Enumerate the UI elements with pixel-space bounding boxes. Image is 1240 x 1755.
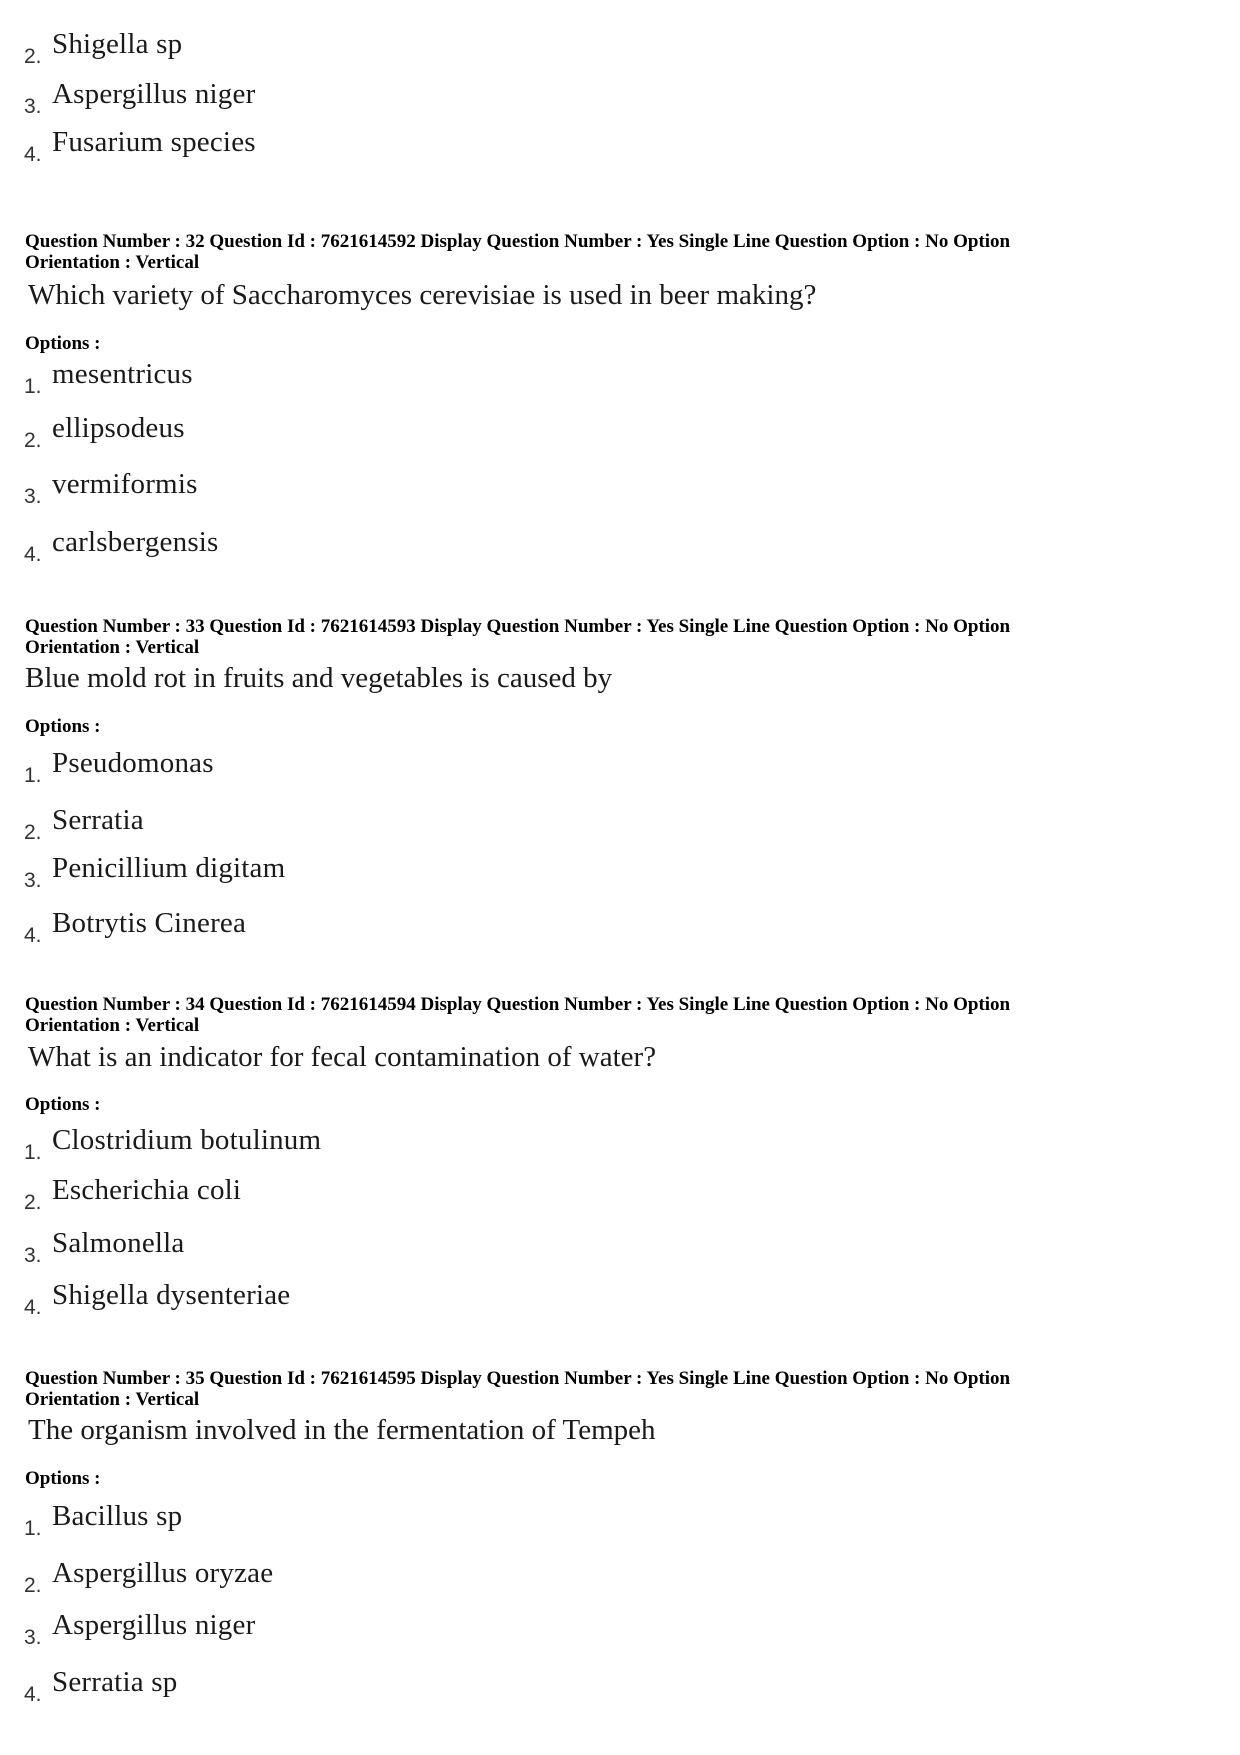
option-item <box>24 1124 321 1165</box>
option-number: 3. <box>24 869 42 892</box>
option-text: Shigella sp <box>52 28 183 60</box>
option-number: 3. <box>24 1626 42 1649</box>
question-meta <box>25 1368 1165 1410</box>
question-meta-line: Question Number : 32 Question Id : 7621614592 Display Question Number : Yes Single Line Question Option : No Option <box>25 231 1011 252</box>
question-text: Which variety of Saccharomyces cerevisiae is used in beer making? <box>28 279 817 311</box>
option-item <box>24 358 193 399</box>
option-number: 3. <box>24 1244 42 1267</box>
option-item <box>24 1557 273 1598</box>
option-text: Fusarium species <box>52 126 256 158</box>
option-number: 1. <box>24 1141 42 1164</box>
option-number: 4. <box>24 143 42 166</box>
question-meta-line: Orientation : Vertical <box>25 252 200 273</box>
option-number: 2. <box>24 45 42 68</box>
question-meta-line: Question Number : 34 Question Id : 7621614594 Display Question Number : Yes Single Line Question Option : No Option <box>25 994 1011 1015</box>
options-label: Options : <box>25 716 101 737</box>
option-item <box>24 412 185 453</box>
option-item <box>24 28 182 69</box>
option-text: Shigella dysenteriae <box>52 1279 291 1311</box>
option-number: 2. <box>24 429 42 452</box>
option-item <box>24 1227 184 1268</box>
option-text: Aspergillus niger <box>52 78 256 110</box>
question-meta <box>25 231 1165 273</box>
option-item <box>24 526 219 567</box>
option-item <box>24 1666 177 1707</box>
question-text: What is an indicator for fecal contamination of water? <box>28 1041 657 1073</box>
question-text: The organism involved in the fermentation of Tempeh <box>28 1414 656 1446</box>
option-number: 1. <box>24 1517 42 1540</box>
question-meta-line: Orientation : Vertical <box>25 1389 200 1410</box>
option-text: Botrytis Cinerea <box>52 907 247 939</box>
option-text: mesentricus <box>52 358 193 390</box>
options-label: Options : <box>25 333 101 354</box>
options-label: Options : <box>25 1094 101 1115</box>
option-number: 4. <box>24 543 42 566</box>
question-meta <box>25 994 1165 1036</box>
option-text: vermiformis <box>52 468 198 500</box>
option-text: Escherichia coli <box>52 1174 242 1206</box>
option-text: ellipsodeus <box>52 412 185 444</box>
question-meta-line: Orientation : Vertical <box>25 1015 200 1036</box>
option-item <box>24 78 255 119</box>
option-number: 2. <box>24 821 42 844</box>
option-item <box>24 852 285 893</box>
option-text: Clostridium botulinum <box>52 1124 322 1156</box>
option-text: Penicillium digitam <box>52 852 286 884</box>
option-text: Salmonella <box>52 1227 185 1259</box>
question-meta <box>25 616 1165 658</box>
option-number: 3. <box>24 95 42 118</box>
option-number: 4. <box>24 1296 42 1319</box>
option-item <box>24 804 144 845</box>
option-text: Bacillus sp <box>52 1500 183 1532</box>
option-number: 2. <box>24 1574 42 1597</box>
question-meta-line: Question Number : 33 Question Id : 7621614593 Display Question Number : Yes Single Line Question Option : No Option <box>25 616 1011 637</box>
option-number: 2. <box>24 1191 42 1214</box>
option-text: Pseudomonas <box>52 747 214 779</box>
option-item <box>24 1279 290 1320</box>
option-item <box>24 468 198 509</box>
option-text: Serratia <box>52 804 144 836</box>
option-item <box>24 747 214 788</box>
option-text: Aspergillus oryzae <box>52 1557 274 1589</box>
option-text: Serratia sp <box>52 1666 178 1698</box>
option-item <box>24 1609 255 1650</box>
option-text: Aspergillus niger <box>52 1609 256 1641</box>
options-label: Options : <box>25 1468 101 1489</box>
option-number: 4. <box>24 924 42 947</box>
option-item <box>24 1174 241 1215</box>
option-number: 1. <box>24 764 42 787</box>
question-text: Blue mold rot in fruits and vegetables is caused by <box>25 662 613 694</box>
question-meta-line: Orientation : Vertical <box>25 637 200 658</box>
option-item <box>24 126 256 167</box>
option-number: 1. <box>24 375 42 398</box>
option-item <box>24 907 246 948</box>
question-meta-line: Question Number : 35 Question Id : 7621614595 Display Question Number : Yes Single Line Question Option : No Option <box>25 1368 1011 1389</box>
option-text: carlsbergensis <box>52 526 219 558</box>
option-item <box>24 1500 182 1541</box>
option-number: 3. <box>24 485 42 508</box>
option-number: 4. <box>24 1683 42 1706</box>
